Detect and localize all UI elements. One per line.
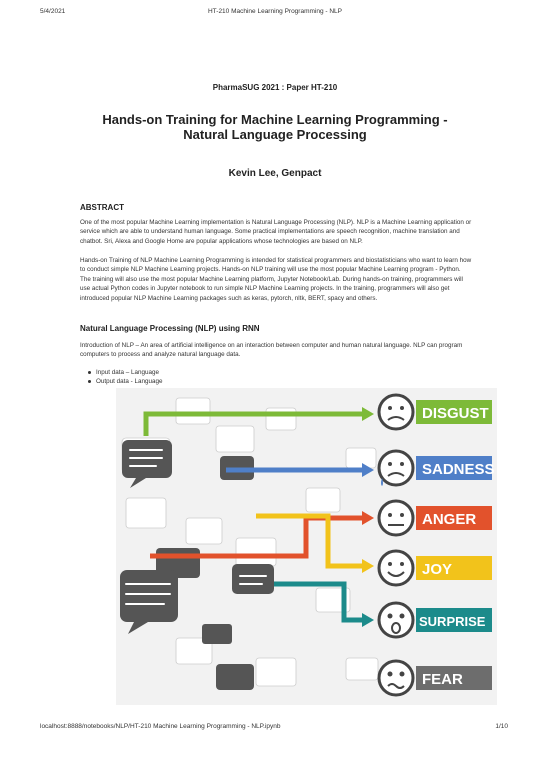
emotion-label-banners [416, 400, 492, 690]
section-heading: Natural Language Processing (NLP) using RNN [80, 324, 260, 333]
emotion-diagram [116, 388, 497, 705]
bullet-item [88, 369, 159, 376]
emotion-label-sadness: SADNESS [422, 461, 495, 478]
abstract-paragraph-1: One of the most popular Machine Learning implementation is Natural Language Processing (NLP). NLP is a Machine Learning application or service which are able to understand human language. Some practical implementations are speech recognition, machine translation and chatbot. Sri, Alexa and Google Home are popular applications whose technologies are based on NLP. [80, 219, 472, 245]
emotion-label-joy: JOY [422, 561, 453, 578]
document-title: Hands-on Training for Machine Learning Programming - Natural Language Processing [102, 112, 448, 142]
emotion-figure [116, 388, 497, 705]
bullet-item [88, 378, 163, 385]
page-number: 1/10 [495, 723, 508, 730]
emotion-label-disgust: DISGUST [422, 405, 489, 422]
author: Kevin Lee, Genpact [228, 168, 322, 179]
emotion-labels [419, 405, 495, 688]
paper-id: PharmaSUG 2021 : Paper HT-210 [212, 83, 338, 92]
emotion-label-surprise: SURPRISE [419, 614, 486, 629]
emotion-faces [379, 395, 413, 695]
bullet-text: Output data - Language [96, 378, 163, 385]
bullet-text: Input data – Language [96, 369, 160, 376]
section-intro: Introduction of NLP – An area of artificial intelligence on an interaction between computer and human natural language. NLP can program computers to process and analyze natural language data. [80, 342, 463, 359]
header-date: 5/4/2021 [40, 8, 66, 15]
arrow-heads [362, 407, 374, 627]
abstract-heading: ABSTRACT [80, 203, 124, 212]
header-title: HT-210 Machine Learning Programming - NLP [207, 8, 343, 15]
emotion-label-anger: ANGER [422, 511, 477, 528]
emotion-label-fear: FEAR [422, 671, 463, 688]
footer-url: localhost:8888/notebooks/NLP/HT-210 Machine Learning Programming - NLP.ipynb [40, 723, 281, 730]
abstract-paragraph-2: Hands-on Training of NLP Machine Learning Programming is intended for statistical programmers and biostatisticians who want to learn how to conduct simple NLP Machine Learning projects. Hands-on NLP training will use the most popular Machine Learning program - Python. The training will also use the most popular Machine Learning platform, Jupyter Notebook/Lab. During hands-on training, programmers will use actual Python codes in Jupyter notebook to run simple NLP Machine Learning projects. In the training, programmers will also get introduced popular NLP Machine Learning packages such as keras, pytorch, nltk, BERT, spacy and others. [80, 257, 472, 302]
